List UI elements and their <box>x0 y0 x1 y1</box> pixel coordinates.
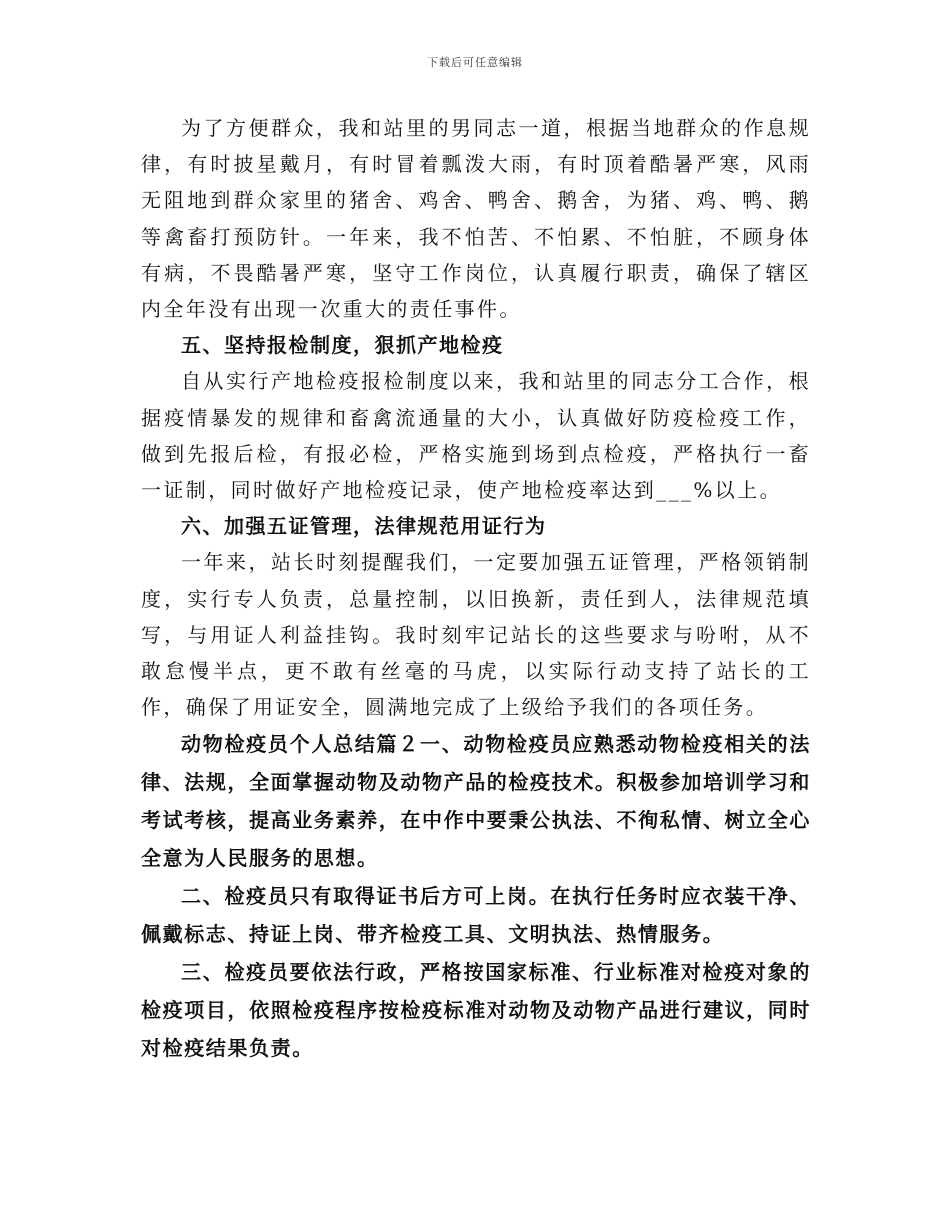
paragraph-summary-part-two-two: 二、检疫员只有取得证书后方可上岗。在执行任务时应衣装干净、佩戴标志、持证上岗、带齐检疫工具、文明执法、热情服务。 <box>141 884 811 947</box>
paragraph-summary-part-two-one: 动物检疫员个人总结篇２一、动物检疫员应熟悉动物检疫相关的法律、法规，全面掌握动物及动物产品的检疫技术。积极参加培训学习和考试考核，提高业务素养，在中作中要秉公执法、不徇私情、树立全心全意为人民服务的思想。 <box>141 732 811 871</box>
paragraph-origin-inspection: 自从实行产地检疫报检制度以来，我和站里的同志分工合作，根据疫情暴发的规律和畜禽流通量的大小，认真做好防疫检疫工作，做到先报后检，有报必检，严格实施到场到点检疫，严格执行一畜一证制，同时做好产地检疫记录，使产地检疫率达到___%以上。 <box>141 369 811 503</box>
section-heading-five: 五、坚持报检制度，狠抓产地检疫 <box>181 333 504 358</box>
paragraph-summary-part-two-three: 三、检疫员要依法行政，严格按国家标准、行业标准对检疫对象的检疫项目，依照检疫程序按检疫标准对动物及动物产品进行建议，同时对检疫结果负责。 <box>141 960 811 1061</box>
section-heading-six: 六、加强五证管理，法律规范用证行为 <box>181 514 547 539</box>
document-body <box>141 110 811 1067</box>
page-header-note: 下载后可任意编辑 <box>427 56 523 69</box>
paragraph-service-schedule: 为了方便群众，我和站里的男同志一道，根据当地群众的作息规律，有时披星戴月，有时冒着瓢泼大雨，有时顶着酷暑严寒，风雨无阻地到群众家里的猪舍、鸡舍、鸭舍、鹅舍，为猪、鸡、鸭、鹅等禽畜打预防针。一年来，我不怕苦、不怕累、不怕脏，不顾身体有病，不畏酷暑严寒，坚守工作岗位，认真履行职责，确保了辖区内全年没有出现一次重大的责任事件。 <box>141 116 811 322</box>
paragraph-certificate-management: 一年来，站长时刻提醒我们，一定要加强五证管理，严格领销制度，实行专人负责，总量控制，以旧换新，责任到人，法律规范填写，与用证人利益挂钩。我时刻牢记站长的这些要求与吩咐，从不敢怠慢半点，更不敢有丝毫的马虎，以实际行动支持了站长的工作，确保了用证安全，圆满地完成了上级给予我们的各项任务。 <box>141 550 811 720</box>
